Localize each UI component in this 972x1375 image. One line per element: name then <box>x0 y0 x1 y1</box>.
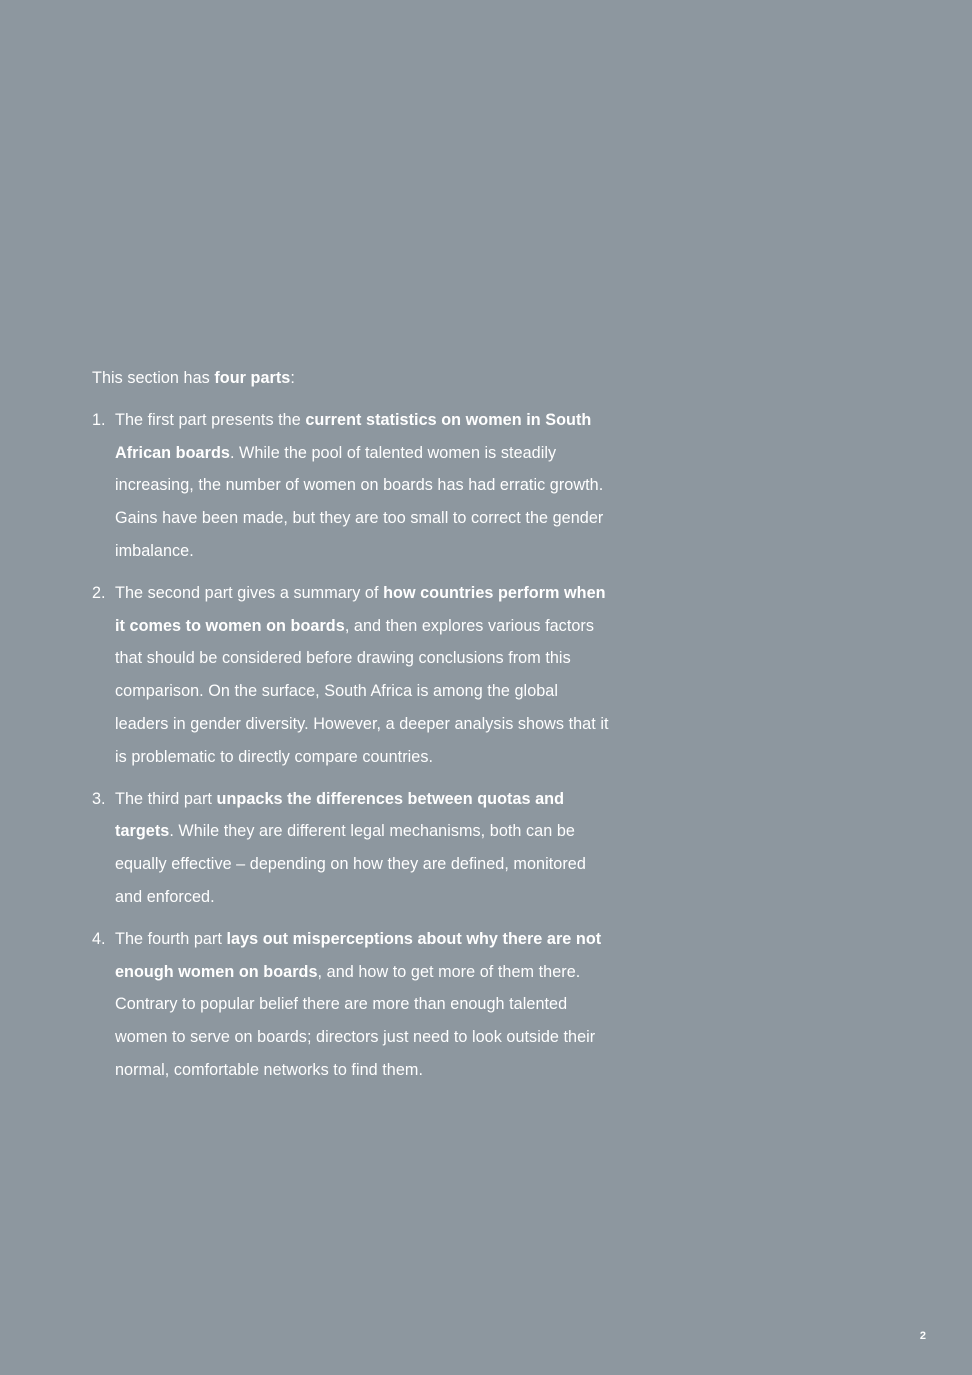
intro-lead: This section has <box>92 369 215 387</box>
list-item-tail: . While the pool of talented women is steadily increasing, the number of women on boards has had erratic growth. Gains have been made, but they are too small to correct the gender imbalance. <box>115 443 604 560</box>
list-item <box>92 404 612 568</box>
list-item-number: 3. <box>92 789 106 808</box>
list-item-tail: . While they are different legal mechanisms, both can be equally effective – depending on how they are defined, monitored and enforced. <box>115 822 586 906</box>
list-item-lead: The first part presents the <box>115 410 306 429</box>
intro-bold: four parts <box>214 369 291 387</box>
list-item-bold: current statistics on women in South African boards <box>115 410 592 462</box>
list-item-lead: The second part gives a summary of <box>115 583 384 602</box>
list-item <box>92 577 612 774</box>
intro-tail: : <box>290 369 295 387</box>
intro-paragraph <box>92 362 612 395</box>
list-item-bold: how countries perform when it comes to women on boards <box>115 583 606 635</box>
list-item-bold: lays out misperceptions about why there are not enough women on boards <box>115 929 602 981</box>
list-item-tail: , and how to get more of them there. Contrary to popular belief there are more than enough talented women to serve on boards; directors just need to look outside their normal, comfortable networks to find them. <box>115 962 596 1079</box>
list-item-number: 4. <box>92 929 106 948</box>
list-item-bold: unpacks the differences between quotas and targets <box>115 789 565 841</box>
list-item-lead: The fourth part <box>115 929 227 948</box>
list-item-lead: The third part <box>115 789 217 808</box>
list-item-number: 1. <box>92 410 106 429</box>
list-item-tail: , and then explores various factors that should be considered before drawing conclusions from this comparison. On the surface, South Africa is among the global leaders in gender diversity. However, a deeper analysis shows that it is problematic to directly compare countries. <box>115 616 609 766</box>
list-item <box>92 923 612 1087</box>
parts-list <box>92 404 612 1087</box>
page-number: 2 <box>919 1330 926 1342</box>
section-overview <box>92 362 612 1096</box>
list-item <box>92 783 612 914</box>
list-item-number: 2. <box>92 583 106 602</box>
